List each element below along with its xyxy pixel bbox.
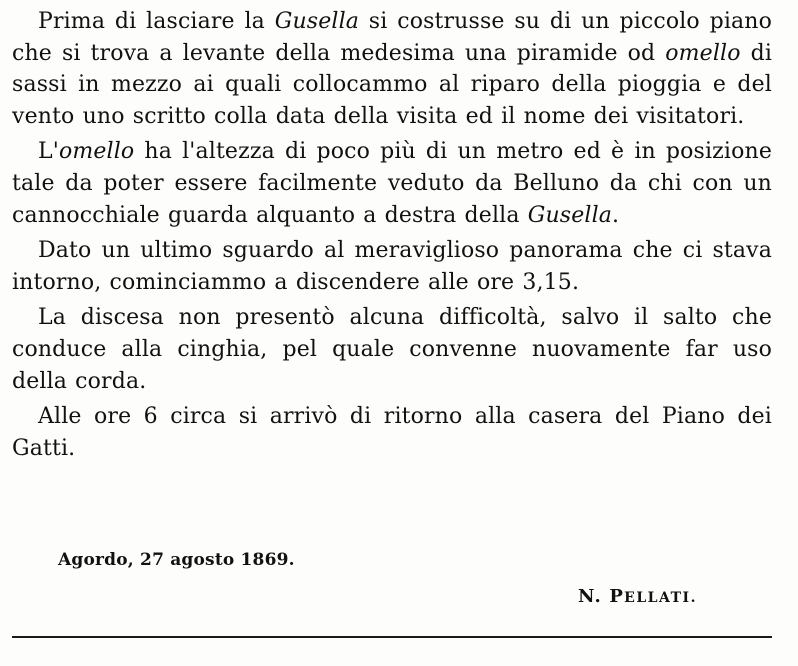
italic-text: Gusella — [527, 202, 613, 228]
text-run: di sassi in mezzo ai quali collocammo al riparo della pioggia e del vento uno scritto colla data della visita ed il nome dei visitatori. — [12, 40, 773, 129]
paragraph — [12, 302, 772, 397]
text-run: Prima di lasciare la — [38, 9, 275, 34]
text-run: ha l'altezza di poco più di un metro ed è in posizione tale da poter essere facilmente veduto da Belluno da chi con un cannocchiale guarda alquanto a destra della — [12, 139, 772, 228]
signature-initial: N. P — [578, 586, 625, 607]
text-run: Dato un ultimo sguardo al meraviglioso panorama che ci stava intorno, cominciammo a discendere alle ore 3,15. — [12, 238, 772, 295]
italic-text: Gusella — [274, 9, 360, 34]
paragraph — [12, 6, 772, 132]
text-run: Alle ore 6 circa si arrivò di ritorno alla casera del Piano dei Gatti. — [12, 404, 772, 461]
author-signature — [578, 586, 697, 607]
paragraph — [12, 235, 772, 298]
body-text — [12, 6, 772, 468]
text-run: La discesa non presentò alcuna difficoltà, salvo il salto che conduce alla cinghia, pel quale convenne nuovamente far uso della corda. — [12, 305, 772, 394]
paragraph — [12, 401, 772, 464]
horizontal-rule — [12, 636, 772, 638]
text-run: L' — [38, 139, 59, 165]
text-run: si costrusse su di un piccolo piano che si trova a levante della medesima una piramide od — [12, 9, 772, 66]
text-run: . — [612, 202, 620, 228]
signature-rest: ELLATI. — [624, 590, 697, 606]
paragraph — [12, 136, 772, 231]
italic-text: omello — [58, 139, 135, 165]
italic-text: omello — [665, 40, 741, 66]
dateline: Agordo, 27 agosto 1869. — [58, 550, 295, 570]
